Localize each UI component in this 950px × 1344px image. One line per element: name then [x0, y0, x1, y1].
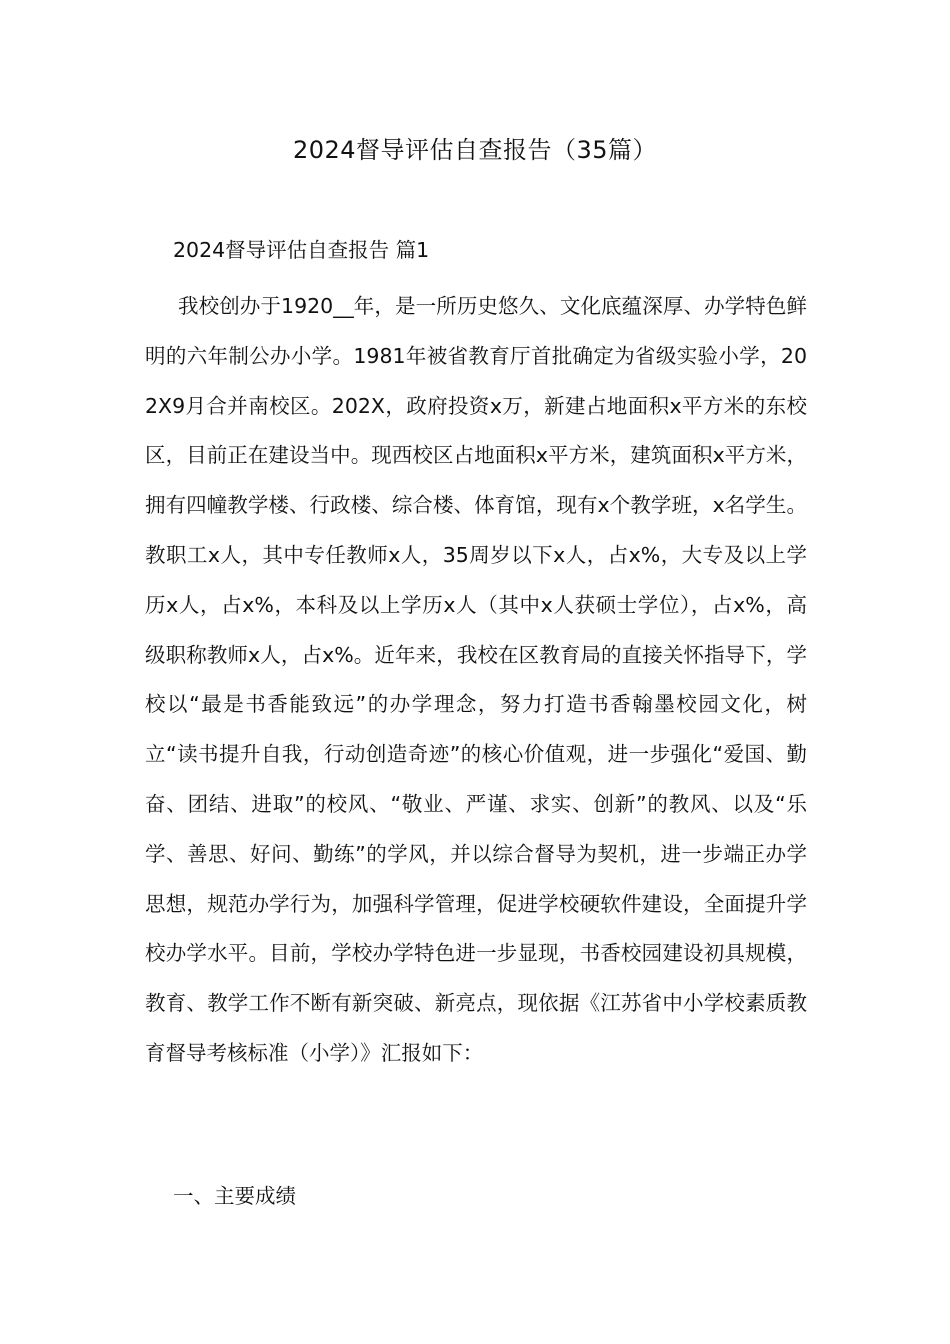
section-heading: 2024督导评估自查报告 篇1 [173, 238, 430, 262]
subheading-main-achievements: 一、主要成绩 [173, 1184, 296, 1208]
document-title: 2024督导评估自查报告（35篇） [292, 136, 658, 164]
body-paragraph: 我校创办于1920__年，是一所历史悠久、文化底蕴深厚、办学特色鲜明的六年制公办小学。1981年被省教育厅首批确定为省级实验小学，202X9月合并南校区。202X，政府投资x万，新建占地面积x平方米的东校区，目前正在建设当中。现西校区占地面积x平方米，建筑面积x平方米，拥有四幢教学楼、行政楼、综合楼、体育馆，现有x个教学班，x名学生。教职工x人，其中专任教师x人，35周岁以下x人，占x%，大专及以上学历x人，占x%，本科及以上学历x人（其中x人获硕士学位），占x%，高级职称教师x人，占x%。近年来，我校在区教育局的直接关怀指导下，学校以“最是书香能致远”的办学理念，努力打造书香翰墨校园文化，树立“读书提升自我，行动创造奇迹”的核心价值观，进一步强化“爱国、勤奋、团结、进取”的校风、“敬业、严谨、求实、创新”的教风、以及“乐学、善思、好问、勤练”的学风，并以综合督导为契机，进一步端正办学思想，规范办学行为，加强科学管理，促进学校硬软件建设，全面提升学校办学水平。目前，学校办学特色进一步显现，书香校园建设初具规模，教育、教学工作不断有新突破、新亮点，现依据《江苏省中小学校素质教育督导考核标准（小学）》汇报如下： [145, 294, 807, 1065]
